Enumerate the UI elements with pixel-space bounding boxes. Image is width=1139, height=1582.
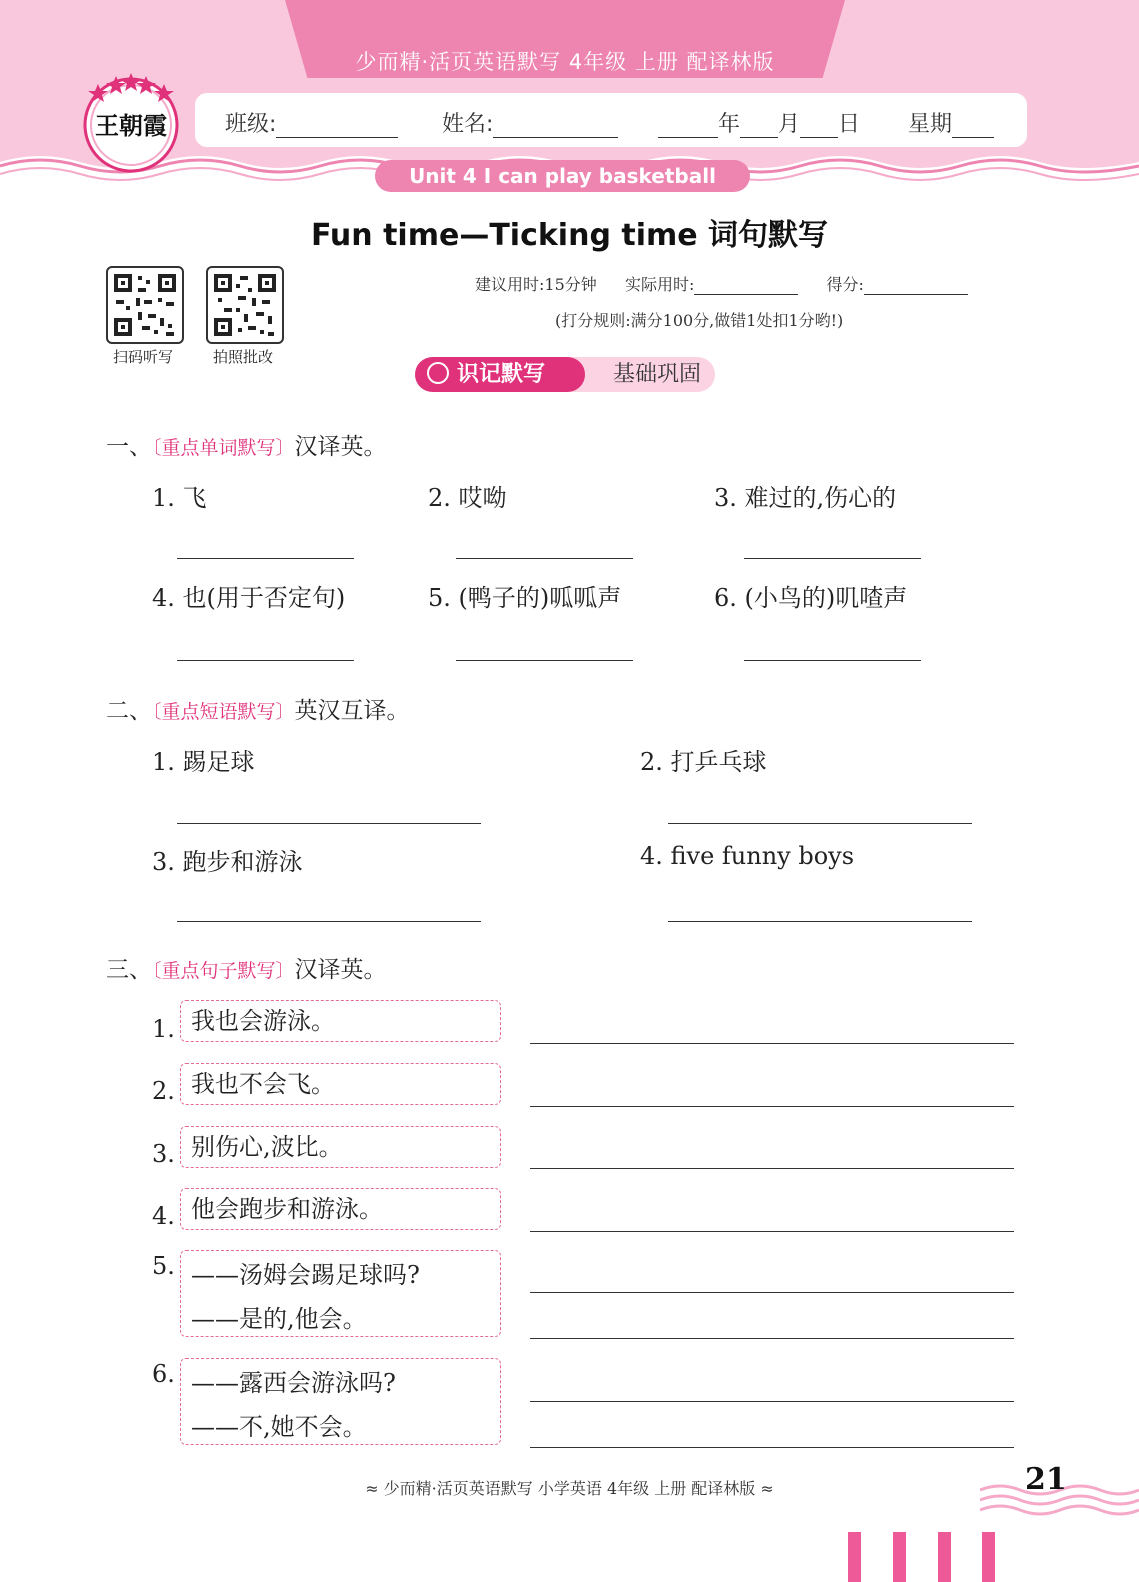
section1-instruction: 汉译英。: [294, 434, 387, 460]
badge-memorize: [415, 357, 585, 392]
sentence-text: 他会跑步和游泳。: [191, 1195, 383, 1223]
suggested-time: 建议用时:15分钟: [475, 275, 597, 294]
section1-tag: 〔重点单词默写〕: [152, 437, 295, 459]
section1-number: 一、: [106, 434, 152, 460]
sentence-box: [180, 1000, 501, 1042]
year-label: 年: [718, 112, 741, 137]
score-blank[interactable]: [864, 274, 968, 295]
word-item: 2. 哎呦: [428, 484, 507, 512]
word-item: 5. (鸭子的)呱呱声: [428, 584, 622, 612]
phrase-item: 4. five funny boys: [640, 842, 855, 870]
week-label: 星期: [908, 112, 953, 137]
svg-text:王朝霞: 王朝霞: [95, 111, 167, 140]
answer-line[interactable]: [530, 1447, 1014, 1448]
dialogue-answer: ——是的,他会。: [191, 1305, 367, 1333]
section2-tag: 〔重点短语默写〕: [152, 701, 295, 723]
badge-left-text: 识记默写: [457, 362, 546, 387]
actual-time-label: 实际用时:: [624, 275, 695, 294]
section2-instruction: 英汉互译。: [294, 698, 410, 724]
class-field[interactable]: [225, 107, 398, 138]
footer-stripe: [982, 1532, 995, 1582]
answer-line[interactable]: [744, 558, 921, 559]
word-item: 4. 也(用于否定句): [152, 584, 346, 612]
unit-banner: Unit 4 I can play basketball: [375, 160, 750, 192]
year-blank[interactable]: [658, 117, 718, 138]
section3-tag: 〔重点句子默写〕: [152, 960, 295, 982]
sentence-number: 5.: [152, 1252, 175, 1280]
phrase-item: 3. 跑步和游泳: [152, 848, 303, 876]
answer-line[interactable]: [668, 921, 972, 922]
footer-stripe: [893, 1532, 906, 1582]
phrase-item: 2. 打乒乓球: [640, 748, 767, 776]
date-field[interactable]: [658, 107, 860, 138]
sentence-text: 我也会游泳。: [191, 1007, 335, 1035]
section2-number: 二、: [106, 698, 152, 724]
class-blank[interactable]: [276, 117, 398, 138]
qr-grade-label: 拍照批改: [212, 348, 273, 366]
answer-line[interactable]: [530, 1106, 1014, 1107]
answer-line[interactable]: [177, 660, 354, 661]
section1-heading: [106, 428, 387, 461]
word-item: 3. 难过的,伤心的: [714, 484, 897, 512]
series-title: 少而精·活页英语默写 4年级 上册 配译林版: [355, 50, 775, 74]
answer-line[interactable]: [668, 823, 972, 824]
answer-line[interactable]: [530, 1168, 1014, 1169]
sentence-number: 2.: [152, 1077, 175, 1105]
sentence-text: 我也不会飞。: [191, 1070, 335, 1098]
section2-heading: [106, 692, 410, 725]
dialogue-box: [180, 1358, 501, 1445]
footer-stripe: [848, 1532, 861, 1582]
sentence-box: [180, 1063, 501, 1105]
name-label: 姓名:: [442, 112, 494, 137]
section3-instruction: 汉译英。: [294, 957, 387, 983]
actual-time-blank[interactable]: [694, 274, 798, 295]
answer-line[interactable]: [530, 1231, 1014, 1232]
score-label: 得分:: [826, 275, 864, 294]
name-blank[interactable]: [493, 117, 618, 138]
brand-logo: [80, 72, 182, 174]
scoring-rule: (打分规则:满分100分,做错1处扣1分哟!): [555, 311, 844, 330]
section3-heading: [106, 951, 387, 984]
month-label: 月: [778, 112, 801, 137]
answer-line[interactable]: [530, 1338, 1014, 1339]
day-label: 日: [838, 112, 861, 137]
page-number: 21: [1025, 1462, 1067, 1497]
sentence-number: 1.: [152, 1015, 175, 1043]
answer-line[interactable]: [530, 1292, 1014, 1293]
day-blank[interactable]: [800, 117, 838, 138]
answer-line[interactable]: [456, 660, 633, 661]
medal-icon: [427, 362, 449, 384]
sentence-number: 6.: [152, 1360, 175, 1388]
section3-number: 三、: [106, 957, 152, 983]
sentence-number: 3.: [152, 1140, 175, 1168]
phrase-item: 1. 踢足球: [152, 748, 255, 776]
answer-line[interactable]: [177, 823, 481, 824]
dialogue-question: ——露西会游泳吗?: [191, 1369, 396, 1397]
timing-row: [475, 272, 968, 295]
week-blank[interactable]: [952, 117, 994, 138]
word-item: 6. (小鸟的)叽喳声: [714, 584, 908, 612]
footer-series: ≈ 少而精·活页英语默写 小学英语 4年级 上册 配译林版 ≈: [365, 1479, 774, 1498]
dialogue-question: ——汤姆会踢足球吗?: [191, 1261, 420, 1289]
qr-code-grade-icon[interactable]: [206, 266, 284, 344]
dialogue-box: [180, 1250, 501, 1337]
sentence-number: 4.: [152, 1202, 175, 1230]
sentence-box: [180, 1126, 501, 1168]
week-field[interactable]: [908, 107, 994, 138]
answer-line[interactable]: [530, 1401, 1014, 1402]
answer-line[interactable]: [177, 558, 354, 559]
name-field[interactable]: [442, 107, 618, 138]
word-item: 1. 飞: [152, 484, 207, 512]
dialogue-answer: ——不,她不会。: [191, 1413, 367, 1441]
sentence-text: 别伤心,波比。: [191, 1133, 343, 1161]
answer-line[interactable]: [744, 660, 921, 661]
answer-line[interactable]: [530, 1043, 1014, 1044]
page-title: Fun time—Ticking time 词句默写: [310, 218, 829, 253]
answer-line[interactable]: [177, 921, 481, 922]
month-blank[interactable]: [740, 117, 778, 138]
qr-listen-label: 扫码听写: [112, 348, 173, 366]
qr-code-listen-icon[interactable]: [106, 266, 184, 344]
answer-line[interactable]: [456, 558, 633, 559]
footer-stripe: [938, 1532, 951, 1582]
sentence-box: [180, 1188, 501, 1230]
badge-right-text: 基础巩固: [612, 362, 701, 387]
class-label: 班级:: [225, 112, 277, 137]
